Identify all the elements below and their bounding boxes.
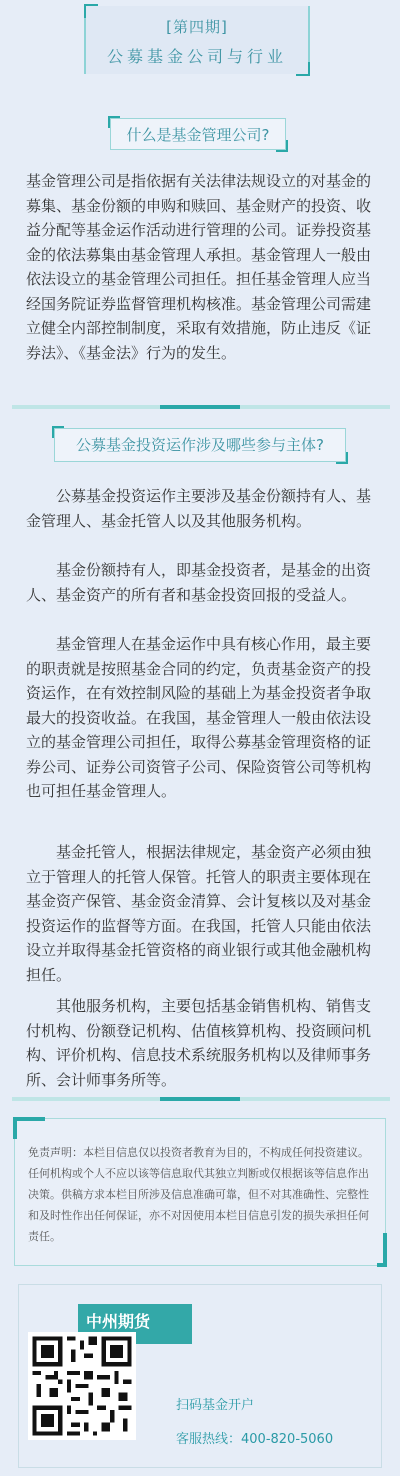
section-divider (12, 405, 390, 409)
section-1-body: 基金管理公司是指依据有关法律法规设立的对基金的募集、基金份额的申购和赎回、基金财产的投资、收益分配等基金运作活动进行管理的公司。证券投资基金的依法募集由基金管理人承担。基金管理人一般由依法设立的基金管理公司担任。担任基金管理人应当经国务院证券监督管理机构核准。基金管理公司需建立健全内部控制制度，采取有效措施，防止违反《证券法》、《基金法》行为的发生。 (26, 172, 372, 362)
hotline-text: 客服热线：400-820-5060 (176, 1432, 334, 1447)
section-2-paragraph: 基金托管人，根据法律规定，基金资产必须由独立于管理人的托管人保管。托管人的职责主要体现在基金资产保管、基金资金清算、会计复核以及对基金投资运作的监督等方面。在我国，托管人只能由依法设立并取得基金托管资格的商业银行或其他金融机构担任。 (26, 843, 372, 984)
section-divider (12, 1097, 390, 1101)
section-2-paragraph: 基金份额持有人，即基金投资者，是基金的出资人、基金资产的所有者和基金投资回报的受益人。 (26, 561, 372, 604)
issue-number: [第四期] (166, 18, 228, 36)
brand-label: 中州期货 (78, 1304, 192, 1344)
question-1-text: 什么是基金管理公司? (126, 126, 270, 144)
section-2-paragraph: 公募基金投资运作主要涉及基金份额持有人、基金管理人、基金托管人以及其他服务机构。 (26, 487, 372, 530)
section-2-paragraph: 其他服务机构，主要包括基金销售机构、销售支付机构、份额登记机构、估值核算机构、投资顾问机构、评价机构、信息技术系统服务机构以及律师事务所、会计师事务所等。 (26, 997, 372, 1089)
disclaimer-text: 免责声明：本栏目信息仅以投资者教育为目的，不构成任何投资建议。任何机构或个人不应以该等信息取代其独立判断或仅根据该等信息作出决策。供稿方求本栏目所涉及信息准确可靠，但不对其准确性、完整性和及时性作出任何保证，亦不对因使用本栏目信息引发的损失承担任何责任。 (28, 1146, 369, 1243)
qr-code-icon[interactable] (28, 1332, 136, 1440)
question-2-text: 公募基金投资运作涉及哪些参与主体? (76, 436, 324, 454)
page-title: 公募基金公司与行业 (106, 47, 287, 66)
scan-to-open-account-text: 扫码基金开户 (176, 1398, 255, 1413)
section-2-paragraph: 基金管理人在基金运作中具有核心作用，最主要的职责就是按照基金合同的约定，负责基金资产的投资运作，在有效控制风险的基础上为基金投资者争取最大的投资收益。在我国，基金管理人一般由依法设立的基金管理公司担任，取得公募基金管理资格的证券公司、证券公司资管子公司、保险资管公司等机构也可担任基金管理人。 (26, 635, 372, 800)
